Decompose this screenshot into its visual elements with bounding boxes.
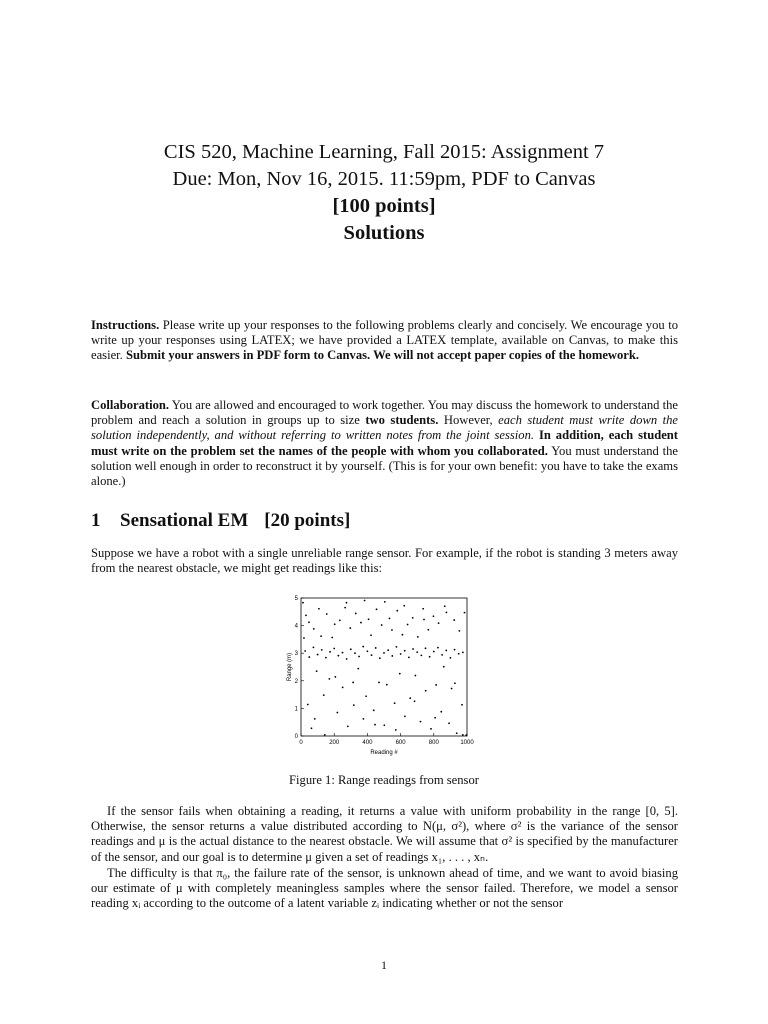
data-point [346, 658, 348, 660]
data-point [429, 656, 431, 658]
data-point [412, 648, 414, 650]
data-point [420, 721, 422, 723]
section-title: Sensational EM [120, 510, 249, 531]
data-point [358, 656, 360, 658]
data-point [378, 682, 380, 684]
x-axis-label: Reading # [370, 750, 398, 756]
data-point [321, 649, 323, 651]
collaboration-bold-2: In addition, each student must write on the problem set the names of the people with whom you collaborated. [91, 428, 678, 458]
data-point [320, 635, 322, 637]
data-point [303, 637, 305, 639]
body-paragraph-1: If the sensor fails when obtaining a reading, it returns a value with uniform probability in the range [0, 5]. Otherwise, the sensor returns a value distributed according to N(μ, σ²), where σ² is the variance of the sensor readings and μ is the actual distance to the nearest obstacle. We will assume that σ² is specified by the manufacturer of the sensor, and our goal is to determine μ given a set of readings x₁, . . . , xₙ. [91, 804, 678, 864]
data-point [454, 682, 456, 684]
data-point [360, 622, 362, 624]
data-point [462, 651, 464, 653]
data-point [430, 728, 432, 730]
data-point [422, 608, 424, 610]
data-point [438, 622, 440, 624]
x-tick-label: 800 [428, 740, 439, 746]
data-point [334, 676, 336, 678]
collaboration-paragraph [91, 398, 678, 489]
data-point [425, 647, 427, 649]
data-point [462, 734, 464, 736]
data-point [334, 623, 336, 625]
document-title [0, 139, 768, 247]
data-point [407, 624, 409, 626]
data-point [441, 654, 443, 656]
data-point [353, 704, 355, 706]
x-tick-label: 1000 [460, 740, 474, 746]
data-point [409, 697, 411, 699]
data-point [396, 646, 398, 648]
data-point [399, 673, 401, 675]
data-point [400, 653, 402, 655]
data-point [313, 647, 315, 649]
data-point [333, 648, 335, 650]
instructions-text: Please write up your responses to the following problems clearly and concisely. We encourage you to write up your responses using LATEX; we have provided a LATEX template, available on Canvas, to make this easier. [91, 318, 678, 363]
data-point [433, 651, 435, 653]
data-point [456, 732, 458, 734]
data-point [414, 700, 416, 702]
data-point [434, 717, 436, 719]
data-point [364, 600, 366, 602]
data-point [346, 602, 348, 604]
data-point [454, 649, 456, 651]
data-point [396, 610, 398, 612]
data-point [325, 657, 327, 659]
y-tick-label: 0 [294, 734, 298, 740]
data-point [328, 678, 330, 680]
data-point [368, 618, 370, 620]
plot-frame [301, 598, 467, 736]
axis-ticks [295, 596, 475, 746]
data-point [371, 654, 373, 656]
data-point [437, 647, 439, 649]
data-point [314, 718, 316, 720]
data-point [408, 656, 410, 658]
x-tick-label: 400 [362, 740, 373, 746]
data-point [414, 675, 416, 677]
data-point [395, 729, 397, 731]
data-point [376, 608, 378, 610]
data-point [386, 684, 388, 686]
data-point [458, 630, 460, 632]
data-point [391, 655, 393, 657]
body-paragraph-2: The difficulty is that π₀, the failure rate of the sensor, is unknown ahead of time, and we want to avoid biasing our estimate of μ with completely meaningless samples where the sensor failed. Therefore, we model a sensor reading xᵢ according to the outcome of a latent variable zᵢ indicating whether or not the sensor [91, 866, 678, 911]
collaboration-label: Collaboration. [91, 398, 170, 412]
data-point [381, 624, 383, 626]
instructions-bold: Submit your answers in PDF form to Canvas. We will not accept paper copies of the homework. [125, 348, 640, 363]
x-tick-label: 0 [299, 740, 303, 746]
data-point [389, 618, 391, 620]
instructions-paragraph [91, 318, 678, 364]
collaboration-text-1: You are allowed and encouraged to work together. You may discuss the homework to understand the problem and reach a solution in groups up to size [91, 398, 678, 428]
data-point [423, 619, 425, 621]
section-points: [20 points] [264, 510, 351, 531]
data-point [329, 651, 331, 653]
title-line-course: CIS 520, Machine Learning, Fall 2015: Assignment 7 [163, 141, 605, 163]
data-point [331, 637, 333, 639]
figure-caption: Figure 1: Range readings from sensor [289, 773, 479, 787]
data-point [374, 724, 376, 726]
data-point [316, 670, 318, 672]
data-point [304, 650, 306, 652]
data-point [347, 725, 349, 727]
data-point [323, 694, 325, 696]
range-readings-chart [280, 590, 500, 760]
data-point [326, 613, 328, 615]
data-point [362, 646, 364, 648]
data-point [342, 652, 344, 654]
data-point [420, 655, 422, 657]
data-point [318, 608, 320, 610]
data-point [427, 629, 429, 631]
data-point [450, 657, 452, 659]
y-tick-label: 4 [294, 623, 298, 630]
data-point [365, 695, 367, 697]
data-point [339, 619, 341, 621]
data-point [355, 613, 357, 615]
section-intro: Suppose we have a robot with a single unreliable range sensor. For example, if the robot is standing 3 meters away from the nearest obstacle, we might get readings like this: [91, 546, 678, 576]
collaboration-italic: each student must write down the solution independently, and without referring to written notes from the joint session. [91, 413, 678, 443]
data-point [379, 657, 381, 659]
data-point [317, 654, 319, 656]
instructions-label: Instructions. [91, 318, 160, 332]
collaboration-text-2: However, [443, 413, 493, 428]
data-point [443, 666, 445, 668]
data-point [357, 668, 359, 670]
data-point [311, 727, 313, 729]
y-tick-label: 1 [294, 706, 298, 713]
scatter-points [302, 600, 467, 736]
collaboration-bold-1: two students. [365, 413, 439, 428]
section-number: 1 [91, 510, 101, 531]
y-tick-label: 5 [294, 596, 298, 602]
data-point [383, 724, 385, 726]
data-point [440, 711, 442, 713]
data-point [352, 682, 354, 684]
title-line-solutions: Solutions [343, 222, 425, 244]
data-point [451, 688, 453, 690]
plot-border [301, 598, 467, 736]
title-line-due: Due: Mon, Nov 16, 2015. 11:59pm, PDF to Canvas [172, 168, 596, 190]
data-point [307, 704, 309, 706]
data-point [412, 617, 414, 619]
data-point [375, 647, 377, 649]
data-point [446, 611, 448, 613]
section-heading [91, 510, 350, 532]
data-point [403, 605, 405, 607]
data-point [354, 652, 356, 654]
data-point [350, 648, 352, 650]
data-point [394, 702, 396, 704]
x-tick-label: 600 [395, 740, 406, 746]
data-point [445, 650, 447, 652]
y-tick-label: 3 [294, 651, 298, 658]
title-line-points: [100 points] [332, 195, 436, 217]
data-point [384, 601, 386, 603]
page-number: 1 [381, 958, 387, 972]
data-point [448, 722, 450, 724]
data-point [324, 734, 326, 736]
data-point [404, 650, 406, 652]
data-point [404, 716, 406, 718]
data-point [305, 614, 307, 616]
data-point [391, 629, 393, 631]
data-point [383, 652, 385, 654]
data-point [387, 649, 389, 651]
data-point [342, 687, 344, 689]
data-point [458, 653, 460, 655]
data-point [435, 684, 437, 686]
data-point [313, 628, 315, 630]
data-point [373, 709, 375, 711]
data-point [349, 627, 351, 629]
data-point [402, 634, 404, 636]
data-point [416, 651, 418, 653]
data-point [425, 690, 427, 692]
y-tick-label: 2 [294, 678, 298, 685]
data-point [336, 712, 338, 714]
data-point [302, 602, 304, 604]
data-point [308, 656, 310, 658]
data-point [453, 619, 455, 621]
data-point [417, 636, 419, 638]
data-point [363, 718, 365, 720]
x-tick-label: 200 [329, 740, 340, 746]
data-point [337, 655, 339, 657]
data-point [444, 605, 446, 607]
data-point [367, 650, 369, 652]
collaboration-text-3: You must understand the solution well enough in order to reconstruct it by yourself. (This is for your own benefit: you have to take the exams alone.) [91, 443, 678, 489]
data-point [464, 612, 466, 614]
data-point [461, 704, 463, 706]
data-point [370, 634, 372, 636]
data-point [433, 615, 435, 617]
data-point [344, 607, 346, 609]
y-axis-label: Range (m) [287, 652, 293, 682]
data-point [308, 621, 310, 623]
